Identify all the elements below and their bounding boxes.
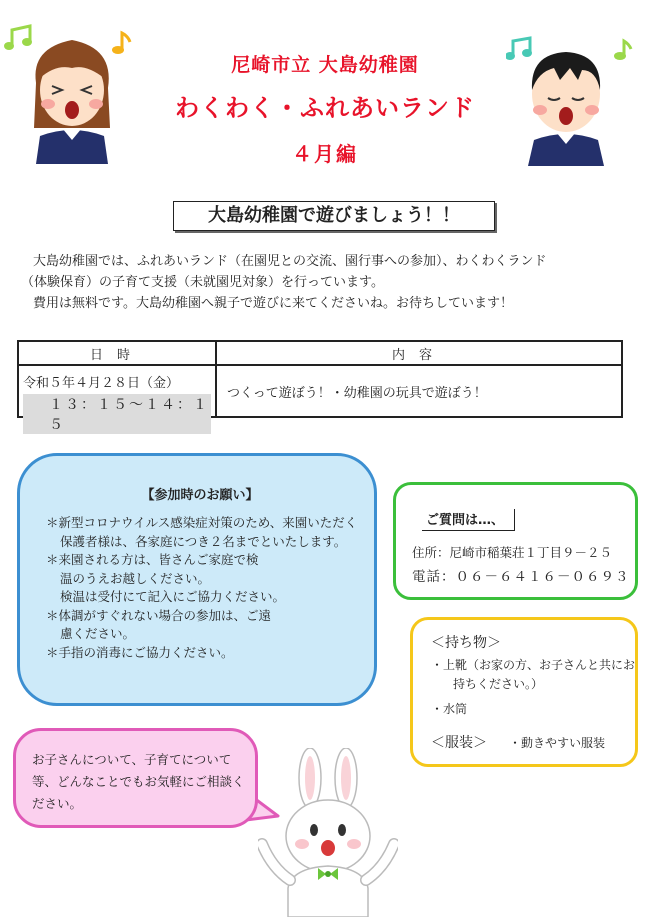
clothes-item: ・動きやすい服装: [509, 736, 606, 750]
list-item: ＊新型コロナウイルス感染症対策のため、来園いただく保護者様は、各家庭につき２名までといたします。: [46, 515, 358, 549]
speech-bubble: [13, 728, 258, 828]
requests-heading: 【参加時のお願い】: [141, 488, 259, 503]
date-cell: [18, 365, 216, 433]
page-title: わくわく・ふれあいランド: [175, 94, 475, 122]
contact-phone: 電話：０６－６４１６－０６９３: [412, 569, 630, 585]
content-header: 内容: [216, 341, 622, 365]
intro-line: 大島幼稚園では、ふれあいランド（在園児との交流、園行事への参加）、わくわくランド: [33, 254, 547, 269]
contact-box: [393, 482, 638, 600]
requests-list: [46, 514, 364, 662]
event-date: 令和５年４月２８日（金）: [23, 376, 180, 391]
schedule-table: [17, 340, 623, 433]
school-name: 尼崎市立 大島幼稚園: [231, 54, 419, 76]
intro-line: 費用は無料です。大島幼稚園へ親子で遊びに来てくださいね。お待ちしています！: [33, 296, 513, 311]
month-label: ４月編: [292, 142, 358, 166]
contact-address: 住所：尼崎市稲葉荘１丁目９－２５: [412, 545, 613, 560]
event-content: つくって遊ぼう！・幼稚園の玩具で遊ぼう！: [216, 365, 622, 417]
list-item: ＊来園される方は、皆さんご家庭で検温のうえお越しください。: [46, 552, 259, 586]
event-time: １３：１５～１４：１５: [23, 394, 211, 434]
headline-banner: 大島幼稚園で遊びましょう！！: [173, 201, 495, 231]
rabbit-illustration: [258, 748, 398, 917]
contact-heading: ご質問は…、: [422, 509, 515, 531]
intro-line: （体験保育）の子育て支援（未就園児対象）を行っています。: [21, 275, 384, 290]
belongings-item: ・水筒: [431, 702, 468, 716]
belongings-item: ・上靴（お家の方、お子さんと共にお持ちください。）: [431, 658, 636, 691]
belongings-box: [410, 617, 638, 767]
list-item: ＊体調がすぐれない場合の参加は、ご遠慮ください。: [46, 607, 272, 641]
list-item: ＊手指の消毒にご協力ください。: [46, 644, 234, 660]
requests-box: [17, 453, 377, 706]
table-row: [18, 365, 622, 417]
clothes-heading: ＜服装＞: [431, 735, 487, 751]
belongings-heading: ＜持ち物＞: [431, 635, 501, 651]
date-header: 日時: [18, 341, 216, 365]
intro-text: [21, 251, 627, 314]
list-item: 検温は受付にて記入にご協力ください。: [60, 589, 286, 604]
bubble-text: お子さんについて、子育てについて等、どんなことでもお気軽にご相談ください。: [32, 752, 245, 811]
table-header-row: [18, 341, 622, 365]
